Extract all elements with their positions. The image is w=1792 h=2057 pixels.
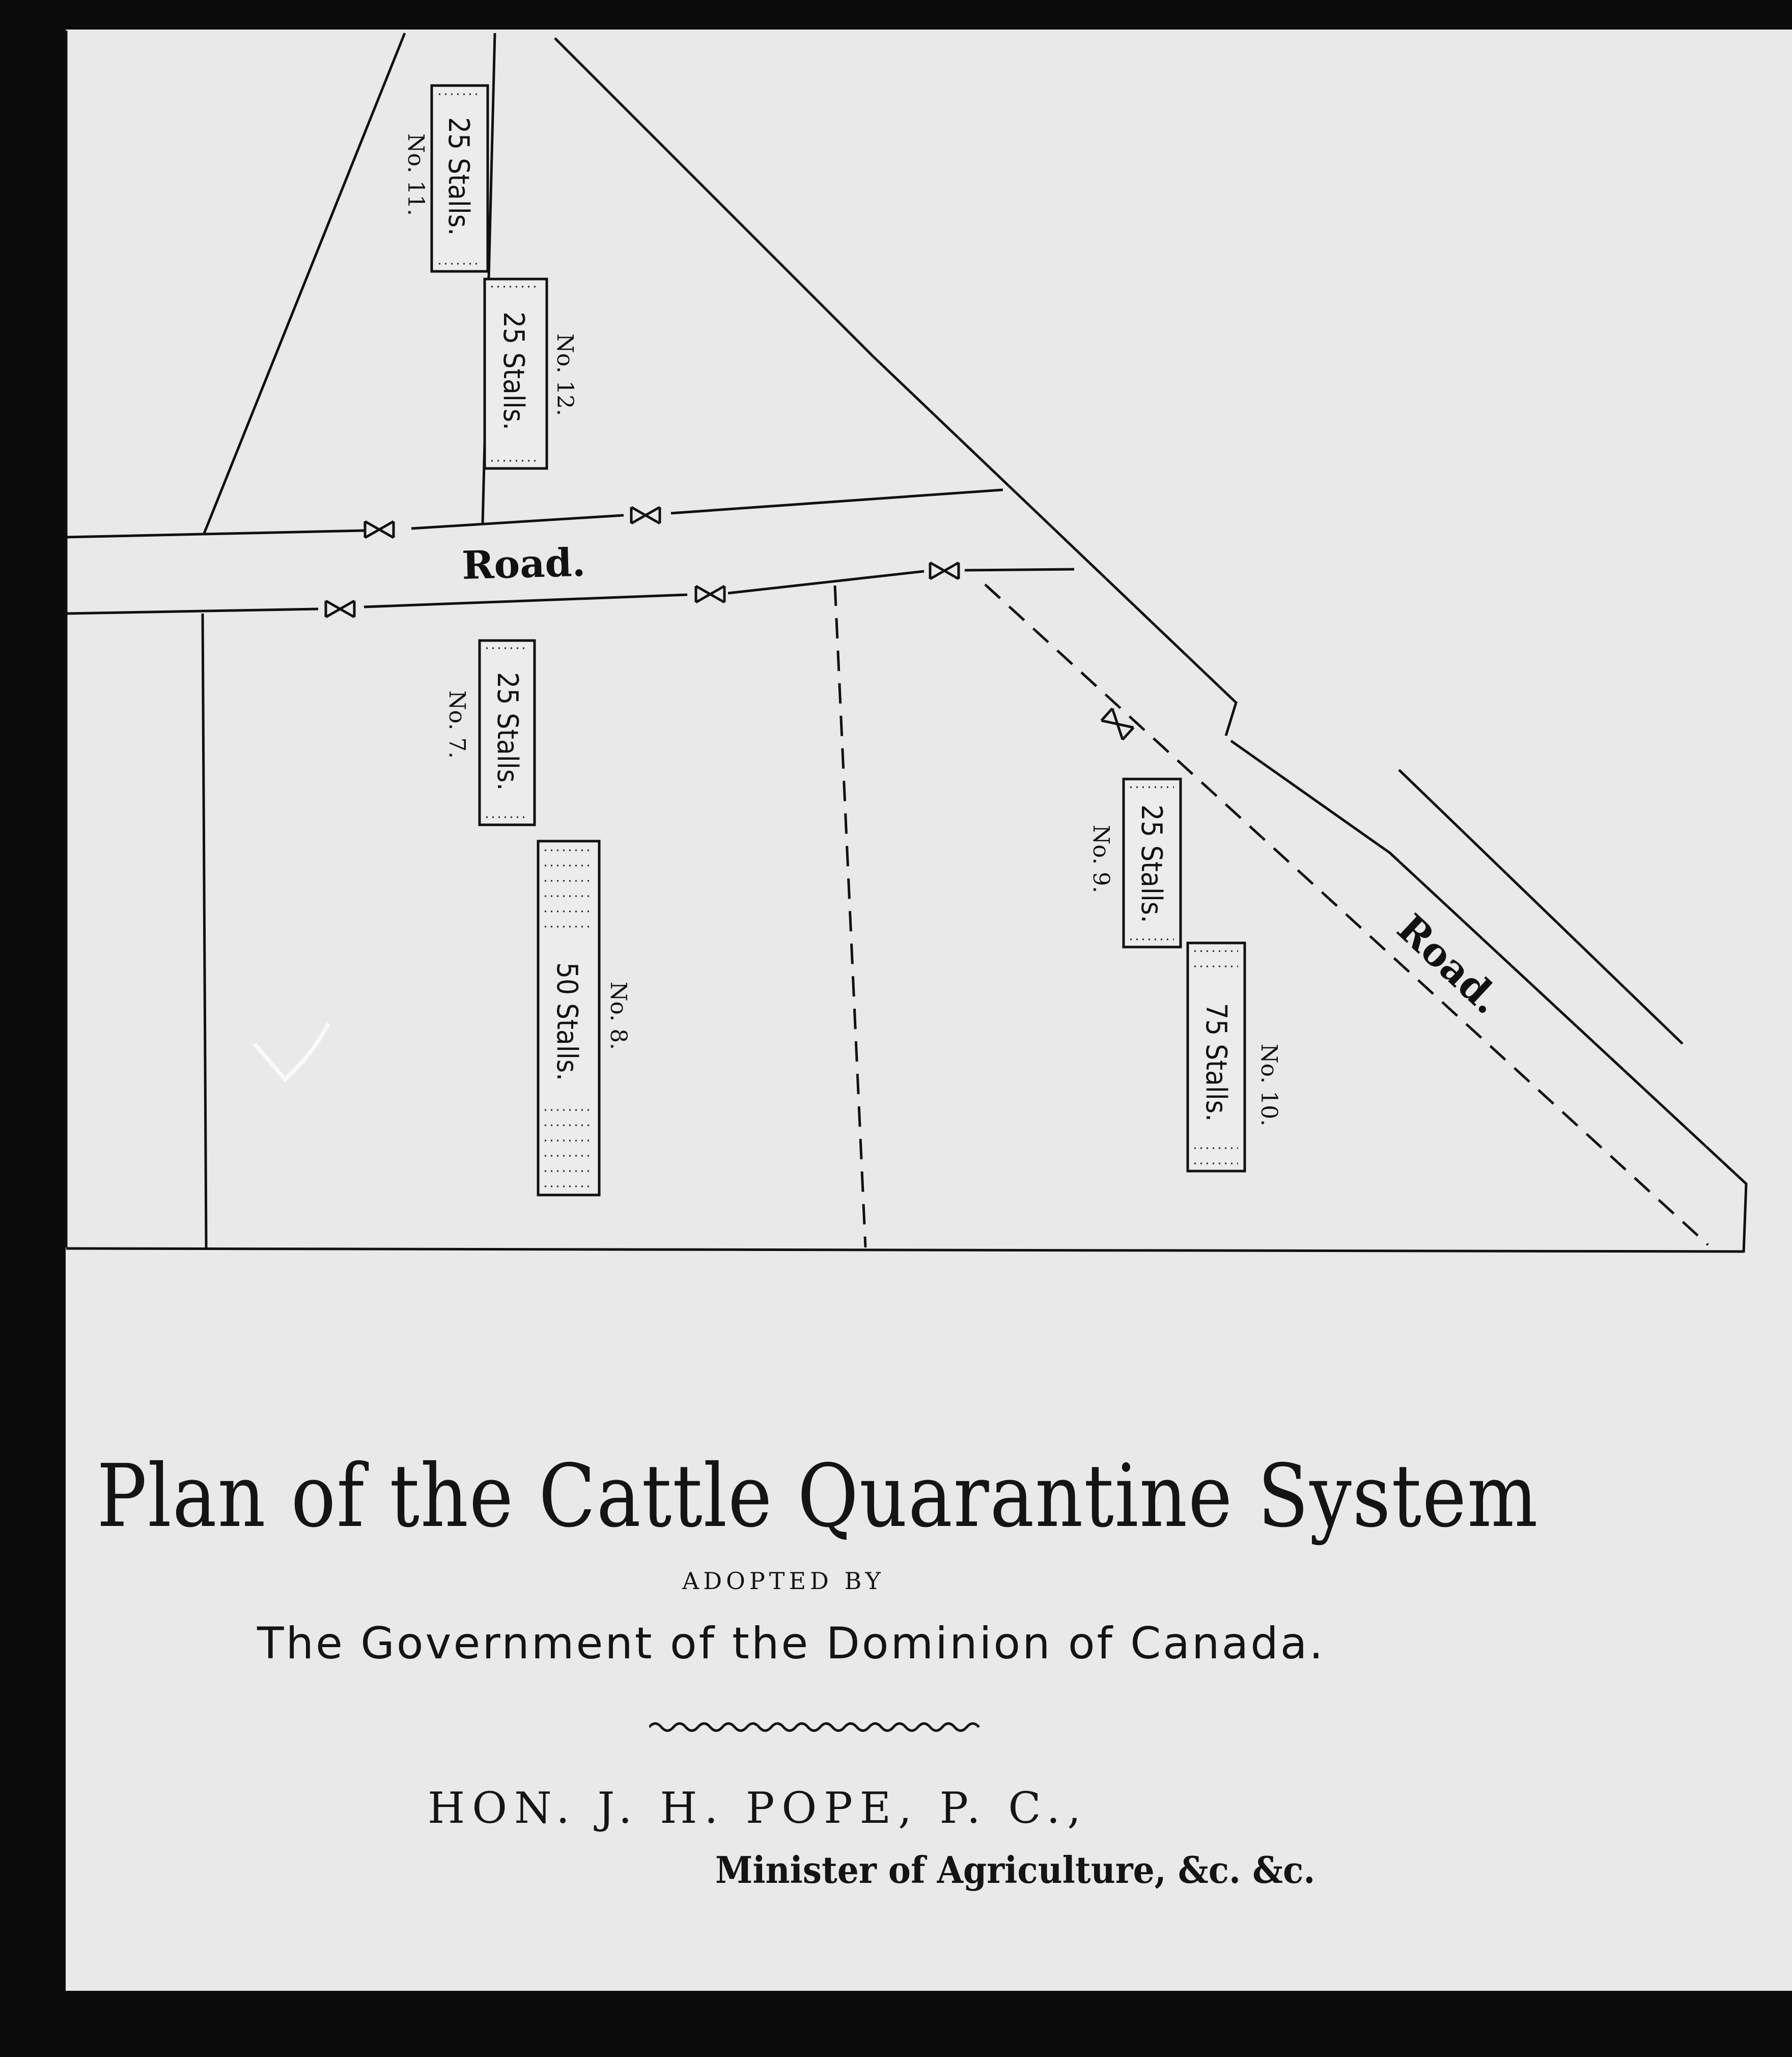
gate-icon: [696, 586, 724, 602]
gate-icon: [326, 601, 354, 617]
road-lower-edge-b: [364, 595, 687, 607]
shed-capacity-label: 25 Stalls.: [497, 312, 530, 430]
road-label-horizontal: Road.: [461, 539, 586, 588]
upper-left-diagonal-boundary: [204, 33, 405, 535]
shed-no-7: [444, 641, 535, 825]
shed-number-label: No. 10.: [1256, 1044, 1282, 1127]
bottom-boundary-line: [66, 1248, 1744, 1252]
road-lower-edge-a: [66, 609, 318, 614]
shed-no-11: [403, 86, 488, 271]
diagonal-road-far-edge: [1399, 770, 1683, 1044]
road-label-diagonal: Road.: [1388, 905, 1510, 1023]
diagonal-dashed-fence: [985, 585, 1708, 1245]
road-upper-edge-c: [671, 490, 1003, 513]
shed-number-label: No. 9.: [1088, 825, 1114, 894]
minister-name: HON. J. H. POPE, P. C.,: [428, 1783, 1088, 1833]
shed-number-label: No. 12.: [552, 333, 578, 416]
shed-no-12: [485, 279, 578, 468]
shed-number-label: No. 8.: [605, 982, 631, 1050]
shed-capacity-label: 50 Stalls.: [550, 962, 583, 1081]
road-upper-edge-b: [411, 515, 624, 529]
shed-no-10: [1188, 943, 1282, 1171]
shed-number-label: No. 11.: [403, 133, 429, 216]
adopted-by-label: ADOPTED BY: [682, 1567, 885, 1595]
center-dashed-fence: [835, 586, 865, 1247]
road-lower-edge-c: [728, 571, 924, 593]
wavy-divider: [649, 1717, 980, 1737]
shed-capacity-label: 25 Stalls.: [1135, 804, 1168, 923]
shed-capacity-label: 25 Stalls.: [442, 117, 475, 236]
left-field-divider: [203, 614, 206, 1247]
road-lower-edge-d: [965, 569, 1074, 570]
shed-capacity-label: 25 Stalls.: [491, 672, 524, 791]
gate-icon: [365, 521, 394, 538]
shed-number-label: No. 7.: [444, 690, 470, 759]
minister-title: Minister of Agriculture, &c. &c.: [715, 1848, 1315, 1892]
shed-no-8: [538, 841, 631, 1195]
diagonal-road-upper-edge: [555, 38, 1236, 736]
gate-icon: [930, 563, 959, 579]
plan-title: Plan of the Cattle Quarantine System: [97, 1446, 1539, 1547]
gate-icon: [631, 507, 660, 523]
gate-icon: [1101, 708, 1133, 739]
shed-capacity-label: 75 Stalls.: [1199, 1003, 1233, 1122]
check-mark-icon: [255, 1023, 328, 1079]
road-upper-edge-a: [66, 531, 364, 537]
shed-no-9: [1088, 779, 1181, 947]
government-line: The Government of the Dominion of Canada.: [257, 1618, 1325, 1669]
